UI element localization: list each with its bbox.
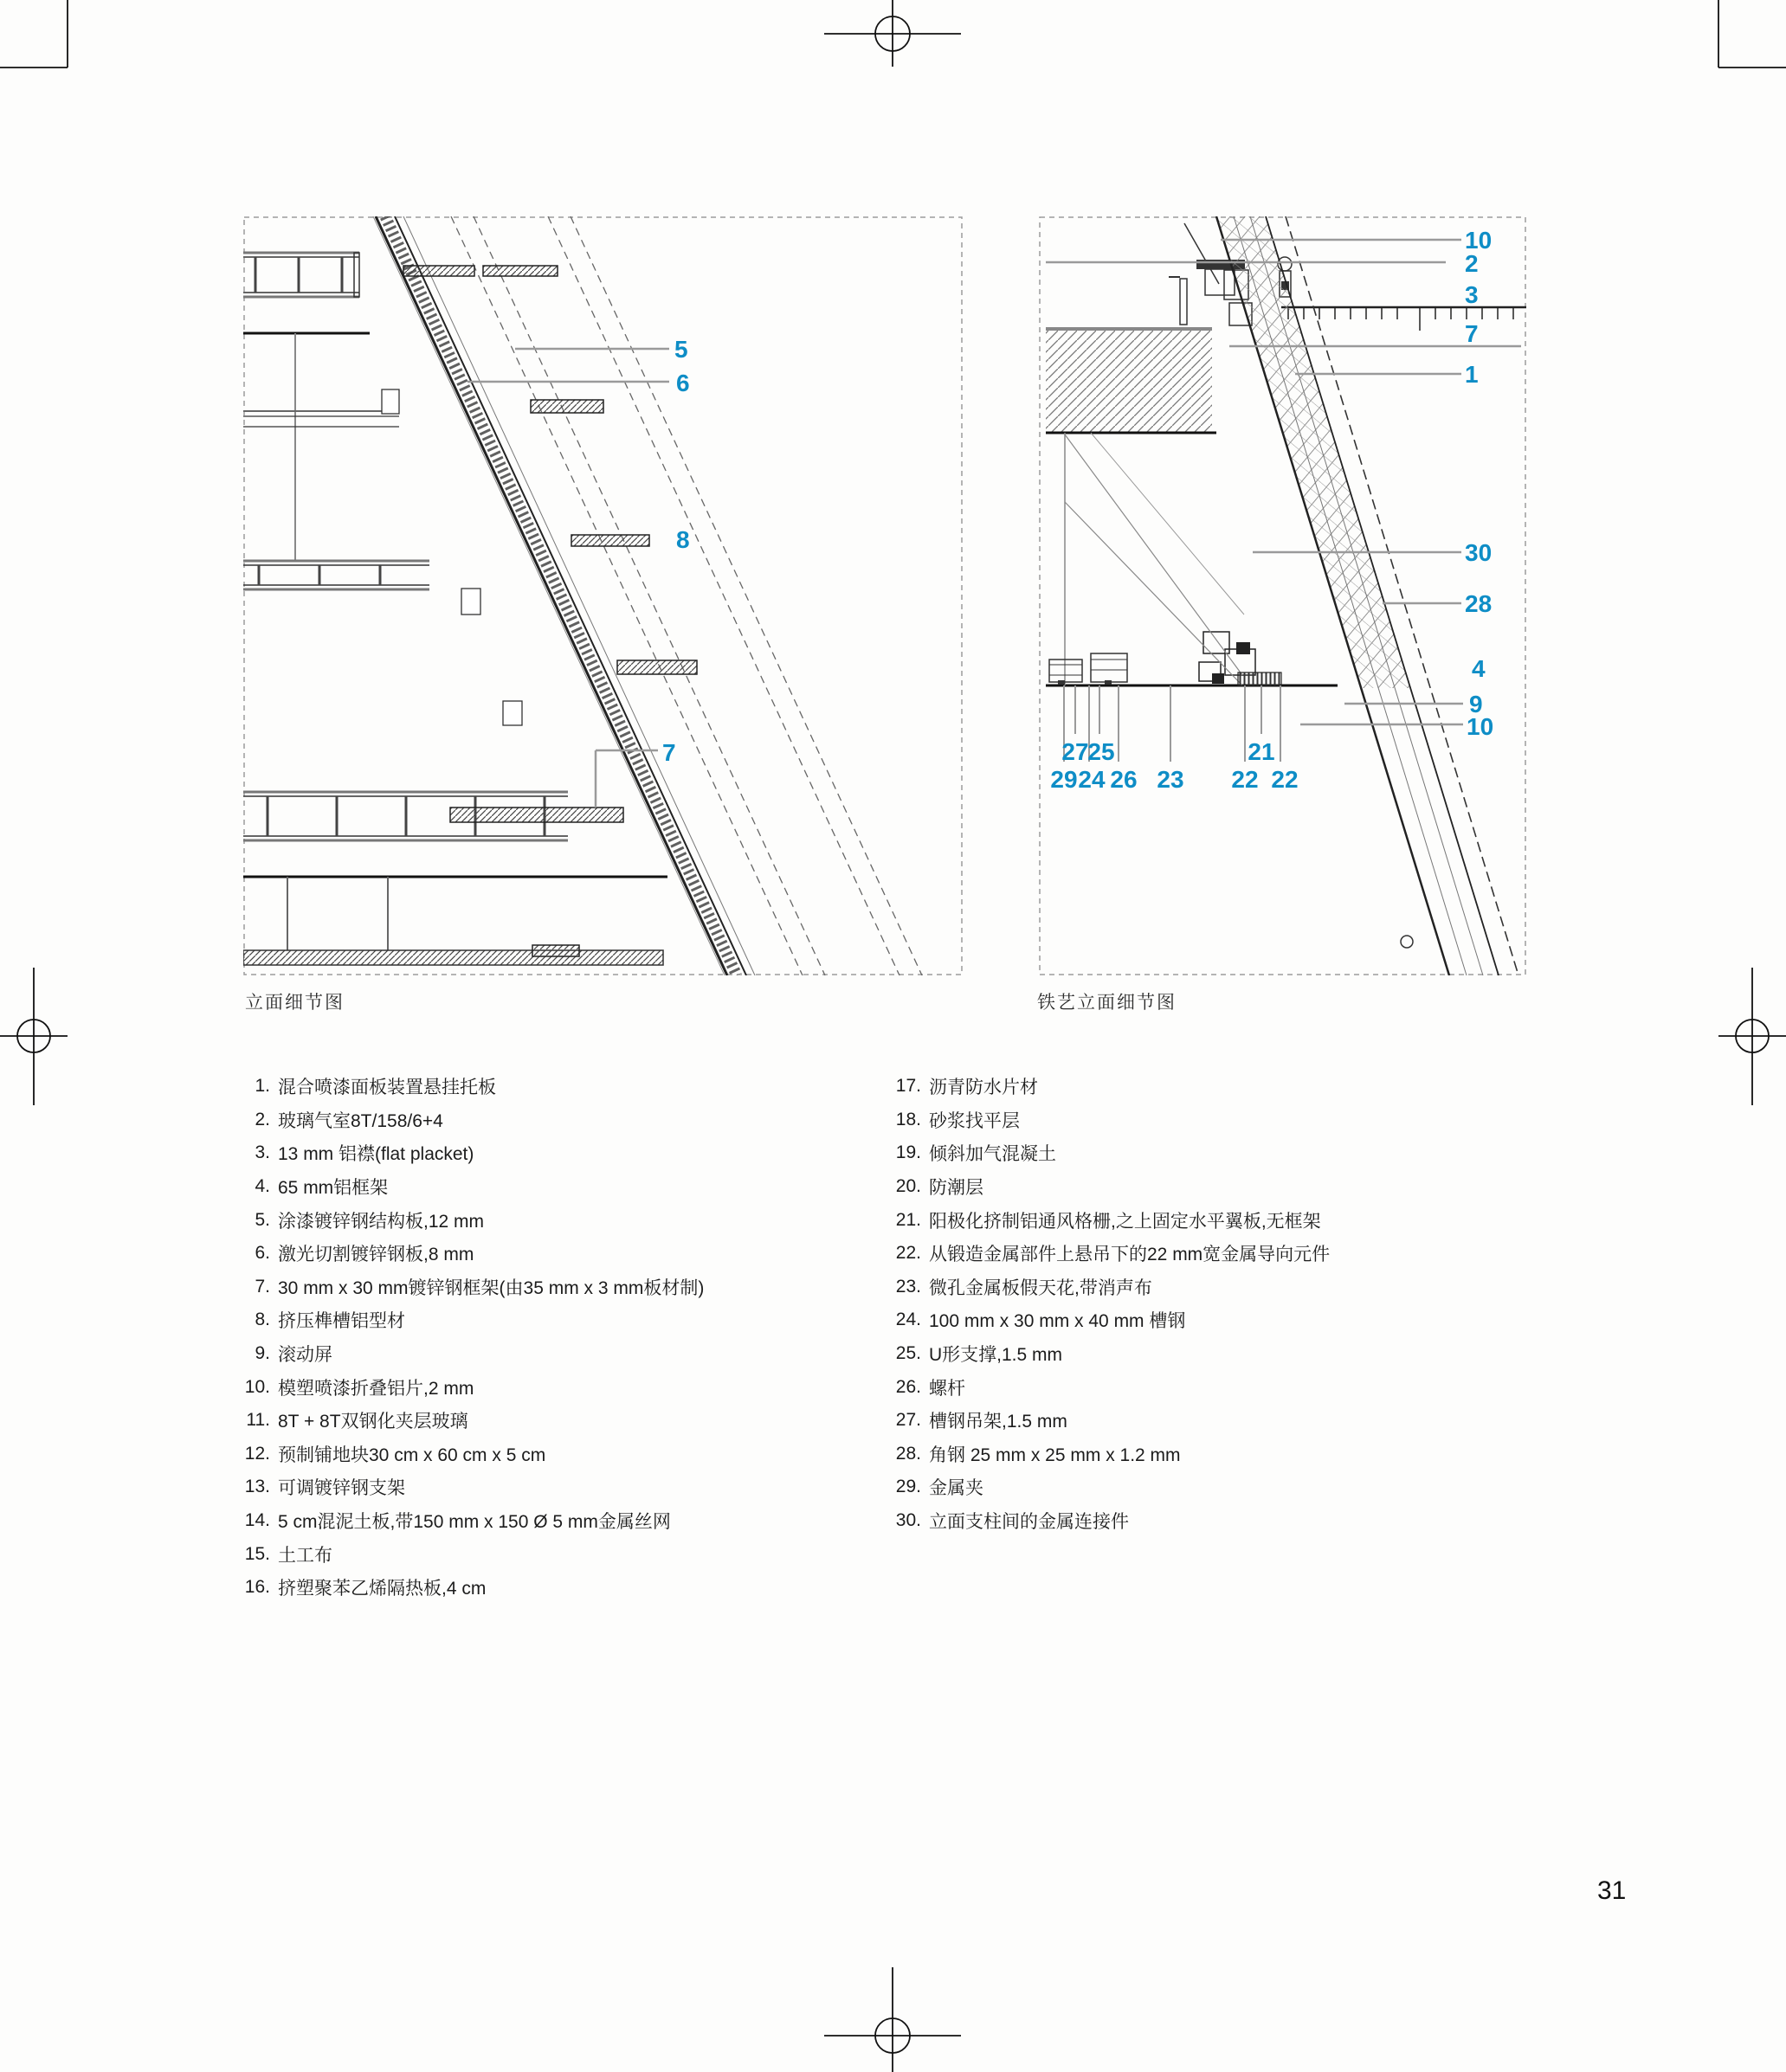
- registration-mark-right: [1718, 968, 1786, 1105]
- callout-24: 24: [1078, 766, 1106, 793]
- legend-item: 21. 阳极化挤制铝通风格栅,之上固定水平翼板,无框架: [895, 1209, 1321, 1232]
- legend-item: 17. 沥青防水片材: [895, 1076, 1038, 1098]
- callout-22a: 22: [1231, 766, 1259, 793]
- legend-item: 19. 倾斜加气混凝土: [895, 1142, 1056, 1165]
- legend-item: 14. 5 cm混泥土板,带150 mm x 150 Ø 5 mm金属丝网: [244, 1510, 671, 1533]
- legend-item: 18. 砂浆找平层: [895, 1109, 1020, 1131]
- callout-30: 30: [1465, 539, 1493, 566]
- callout-9: 9: [1469, 691, 1483, 717]
- legend-item: 24. 100 mm x 30 mm x 40 mm 槽钢: [895, 1309, 1186, 1332]
- drawing-border: [244, 217, 962, 975]
- legend-item: 4. 65 mm铝框架: [255, 1176, 389, 1199]
- callout-7: 7: [662, 739, 676, 766]
- legend-item: 6. 激光切割镀锌钢板,8 mm: [255, 1243, 474, 1265]
- callout-25: 25: [1087, 738, 1115, 765]
- right-drawing-caption: 铁艺立面细节图: [1037, 993, 1177, 1013]
- legend-column-left: [239, 1070, 704, 1605]
- legend-item: 30. 立面支柱间的金属连接件: [895, 1510, 1129, 1533]
- legend-column-right: [883, 1070, 1330, 1537]
- callout-3: 3: [1465, 281, 1479, 308]
- callout-7: 7: [1465, 320, 1479, 347]
- callout-29: 29: [1050, 766, 1078, 793]
- callout-5: 5: [674, 336, 688, 363]
- legend-item: 8. 挤压榫槽铝型材: [255, 1309, 405, 1332]
- legend-item: 12. 预制铺地块30 cm x 60 cm x 5 cm: [244, 1443, 546, 1465]
- left-facade-detail-drawing: [243, 216, 963, 975]
- legend-item: 20. 防潮层: [895, 1176, 983, 1199]
- callout-8: 8: [676, 526, 690, 553]
- legend-item: 25. U形支撑,1.5 mm: [895, 1343, 1063, 1366]
- callout-1: 1: [1465, 361, 1479, 388]
- callout-10b: 10: [1467, 713, 1494, 740]
- legend-item: 1. 混合喷漆面板装置悬挂托板: [255, 1076, 496, 1098]
- registration-mark-top-center: [824, 0, 961, 67]
- page-number: 31: [1597, 1876, 1627, 1905]
- legend-item: 26. 螺杆: [895, 1376, 965, 1399]
- callout-23: 23: [1157, 766, 1184, 793]
- legend-item: 29. 金属夹: [895, 1477, 983, 1499]
- legend-item: 10. 模塑喷漆折叠铝片,2 mm: [244, 1376, 474, 1399]
- registration-mark-left: [0, 968, 68, 1105]
- legend-item: 13. 可调镀锌钢支架: [244, 1477, 405, 1499]
- right-facade-detail-drawing: [1039, 216, 1526, 975]
- ground-tick-line: [1281, 307, 1526, 331]
- callout-2: 2: [1465, 250, 1479, 277]
- legend-item: 9. 滚动屏: [255, 1343, 332, 1366]
- legend-item: 22. 从锻造金属部件上悬吊下的22 mm宽金属导向元件: [895, 1243, 1331, 1265]
- legend-item: 28. 角钢 25 mm x 25 mm x 1.2 mm: [895, 1443, 1181, 1465]
- callout-26: 26: [1110, 766, 1138, 793]
- registration-mark-bottom-center: [824, 1967, 961, 2072]
- legend-item: 23. 微孔金属板假天花,带消声布: [895, 1276, 1152, 1298]
- legend-item: 2. 玻璃气室8T/158/6+4: [255, 1109, 443, 1131]
- glazing-dashed-lines: [451, 216, 922, 975]
- legend-item: 11. 8T + 8T双钢化夹层玻璃: [246, 1410, 468, 1432]
- callout-6: 6: [676, 370, 690, 396]
- registration-mark-top-left: [0, 0, 68, 68]
- callout-28: 28: [1465, 590, 1493, 617]
- callout-22b: 22: [1271, 766, 1299, 793]
- hatched-connector: [450, 808, 623, 822]
- left-drawing-caption: 立面细节图: [245, 993, 345, 1013]
- legend-item: 7. 30 mm x 30 mm镀锌钢框架(由35 mm x 3 mm板材制): [255, 1276, 705, 1298]
- callout-27: 27: [1061, 738, 1089, 765]
- legend-item: 15. 土工布: [244, 1543, 332, 1566]
- callout-10: 10: [1465, 227, 1493, 254]
- callout-21: 21: [1248, 738, 1275, 765]
- callout-4: 4: [1472, 655, 1486, 682]
- concrete-slab: [1046, 329, 1216, 433]
- legend-item: 3. 13 mm 铝襟(flat placket): [255, 1142, 474, 1165]
- sloped-facade-mullion: [373, 216, 755, 975]
- legend-item: 27. 槽钢吊架,1.5 mm: [895, 1410, 1067, 1432]
- legend-item: 5. 涂漆镀锌钢结构板,12 mm: [255, 1209, 485, 1232]
- legend-item: 16. 挤塑聚苯乙烯隔热板,4 cm: [244, 1577, 487, 1599]
- ventilation-grille: [1238, 672, 1281, 685]
- registration-mark-top-right: [1718, 0, 1786, 68]
- leader-lines: [467, 349, 669, 808]
